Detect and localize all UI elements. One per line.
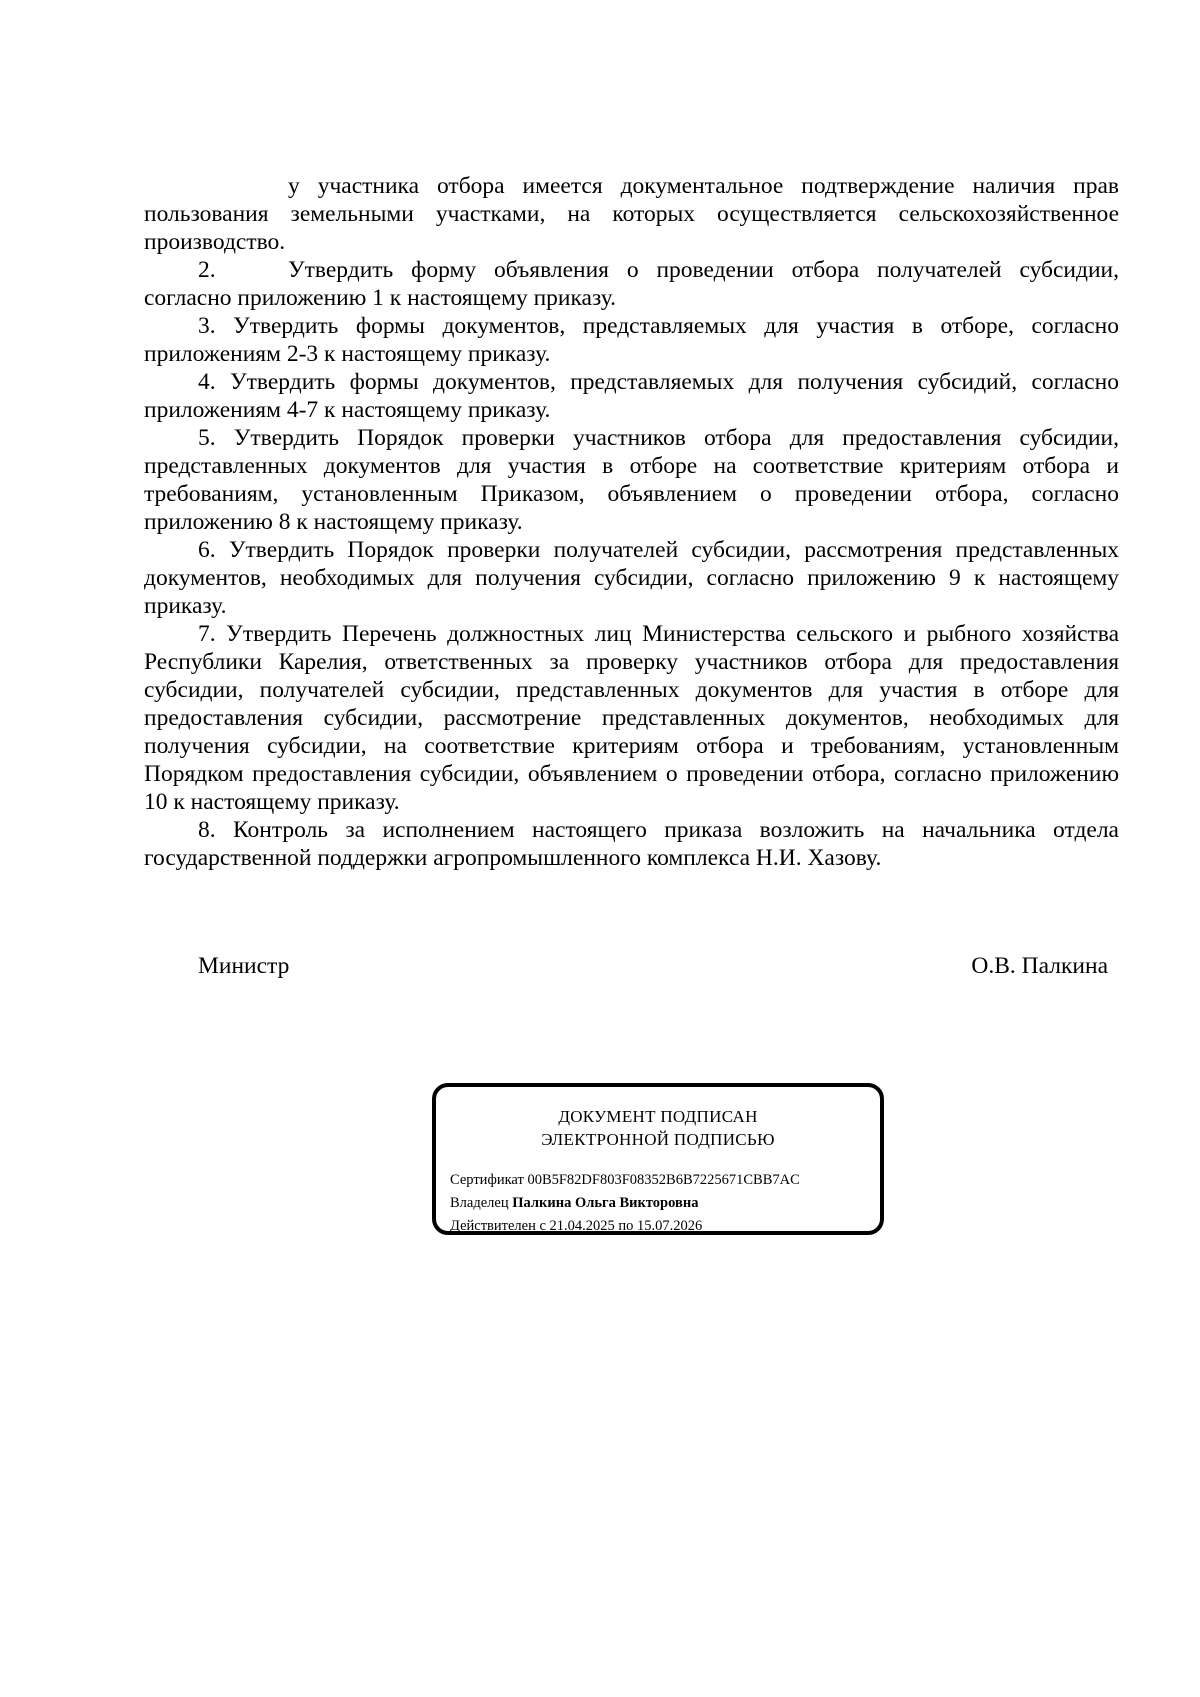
paragraph-3: 3. Утвердить формы документов, представляемых для участия в отборе, согласно приложениям 2-3 к настоящему приказу.: [144, 313, 1119, 367]
stamp-owner-name: Палкина Ольга Викторовна: [512, 1195, 699, 1211]
stamp-details: [450, 1169, 800, 1238]
paragraph-5: 5. Утвердить Порядок проверки участников отбора для предоставления субсидии, представленных документов для участия в отборе на соответствие критериям отбора и требованиям, установленным Приказом, объявлением о проведении отбора, согласно приложению 8 к настоящему приказу.: [144, 425, 1119, 535]
stamp-owner: [450, 1192, 800, 1215]
paragraph-2: [144, 256, 1119, 312]
document-body: [144, 172, 1119, 872]
stamp-heading-line-2: ЭЛЕКТРОННОЙ ПОДПИСЬЮ: [541, 1130, 775, 1149]
stamp-certificate: Сертификат 00B5F82DF803F08352B6B7225671CBB7AC: [450, 1172, 800, 1188]
paragraph-2-text: Утвердить форму объявления о проведении отбора получателей субсидии, согласно приложению 1 к настоящему приказу.: [144, 257, 1119, 311]
electronic-signature-stamp: [432, 1083, 884, 1235]
paragraph-6: 6. Утвердить Порядок проверки получателей субсидии, рассмотрения представленных документов, необходимых для получения субсидии, согласно приложению 9 к настоящему приказу.: [144, 537, 1119, 619]
signatory-title: Министр: [198, 953, 290, 979]
stamp-heading: [436, 1105, 880, 1151]
paragraph-7: 7. Утвердить Перечень должностных лиц Министерства сельского и рыбного хозяйства Республики Карелия, ответственных за проверку участников отбора для предоставления субсидии, получателей субсидии, представленных документов для участия в отборе для предоставления субсидии, рассмотрение представленных документов, необходимых для получения субсидии, на соответствие критериям отбора и требованиям, установленным Порядком предоставления субсидии, объявлением о проведении отбора, согласно приложению 10 к настоящему приказу.: [144, 621, 1119, 815]
stamp-owner-label: Владелец: [450, 1195, 509, 1211]
paragraph-4: 4. Утвердить формы документов, представляемых для получения субсидий, согласно приложениям 4-7 к настоящему приказу.: [144, 369, 1119, 423]
stamp-heading-line-1: ДОКУМЕНТ ПОДПИСАН: [558, 1107, 758, 1126]
paragraph-2-number: 2.: [198, 257, 216, 283]
stamp-validity: Действителен с 21.04.2025 по 15.07.2026: [450, 1218, 703, 1234]
signatory-name: О.В. Палкина: [971, 953, 1108, 979]
paragraph-8: 8. Контроль за исполнением настоящего приказа возложить на начальника отдела государственной поддержки агропромышленного комплекса Н.И. Хазову.: [144, 817, 1119, 871]
paragraph-lead: у участника отбора имеется документальное подтверждение наличия прав пользования земельными участками, на которых осуществляется сельскохозяйственное производство.: [144, 173, 1119, 255]
